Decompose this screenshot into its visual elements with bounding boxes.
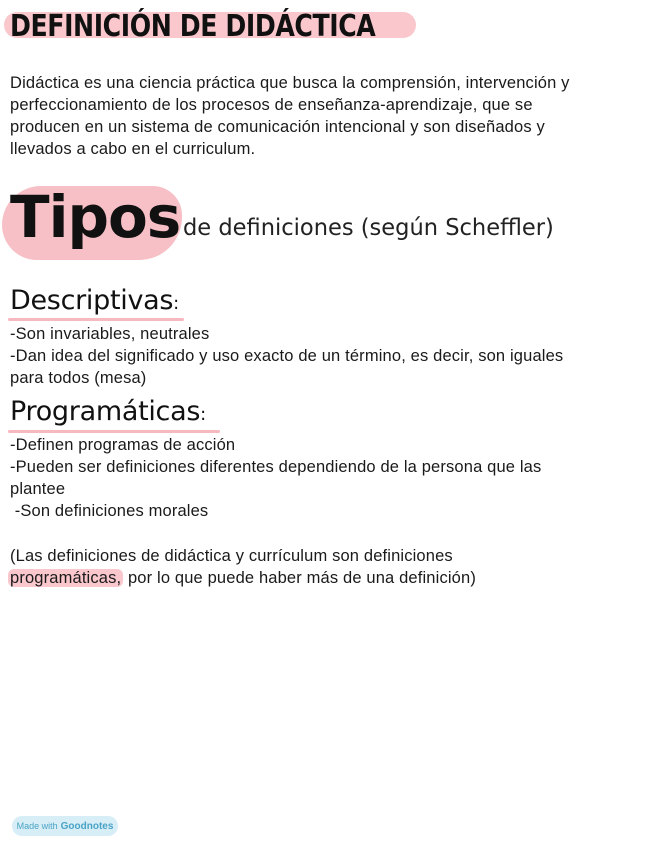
badge-made-with: Made with: [16, 821, 58, 831]
note-line: [10, 567, 650, 589]
programaticas-list: [10, 434, 650, 522]
descriptivas-heading: [10, 285, 179, 316]
descriptivas-line: -Son invariables, neutrales: [10, 325, 210, 343]
programaticas-underline: [8, 430, 220, 433]
descriptivas-line: para todos (mesa): [10, 369, 147, 387]
note-highlight: programáticas,: [10, 569, 122, 587]
goodnotes-badge: [12, 816, 118, 836]
descriptivas-underline: [8, 318, 184, 321]
programaticas-line: -Definen programas de acción: [10, 436, 236, 454]
programaticas-colon: :: [200, 404, 206, 425]
programaticas-heading: [10, 396, 206, 427]
descriptivas-list: [10, 323, 650, 389]
programaticas-line: -Pueden ser definiciones diferentes dependiendo de la persona que las: [10, 458, 542, 476]
programaticas-line: plantee: [10, 480, 66, 498]
descriptivas-line: -Dan idea del significado y uso exacto de un término, es decir, son iguales: [10, 347, 564, 365]
definition-line: Didáctica es una ciencia práctica que busca la comprensión, intervención y: [10, 74, 570, 92]
programaticas-heading-text: Programáticas: [10, 396, 201, 427]
programaticas-line: -Son definiciones morales: [10, 502, 209, 520]
badge-brand: Goodnotes: [60, 820, 114, 832]
descriptivas-heading-text: Descriptivas: [10, 285, 174, 316]
note-line-rest: por lo que puede haber más de una definición): [123, 569, 476, 587]
note-paragraph: [10, 545, 650, 589]
types-heading-big: Tipos: [10, 183, 181, 251]
definition-paragraph: [10, 72, 650, 160]
page-title: DEFINICIÓN DE DIDÁCTICA: [10, 9, 376, 44]
definition-line: perfeccionamiento de los procesos de enseñanza-aprendizaje, que se: [10, 96, 533, 114]
definition-line: producen en un sistema de comunicación intencional y son diseñados y: [10, 118, 545, 136]
descriptivas-colon: :: [173, 293, 179, 314]
note-line: (Las definiciones de didáctica y currículum son definiciones: [10, 547, 453, 565]
types-heading-rest: de definiciones (según Scheffler): [183, 215, 554, 241]
definition-line: llevados a cabo en el curriculum.: [10, 140, 256, 158]
